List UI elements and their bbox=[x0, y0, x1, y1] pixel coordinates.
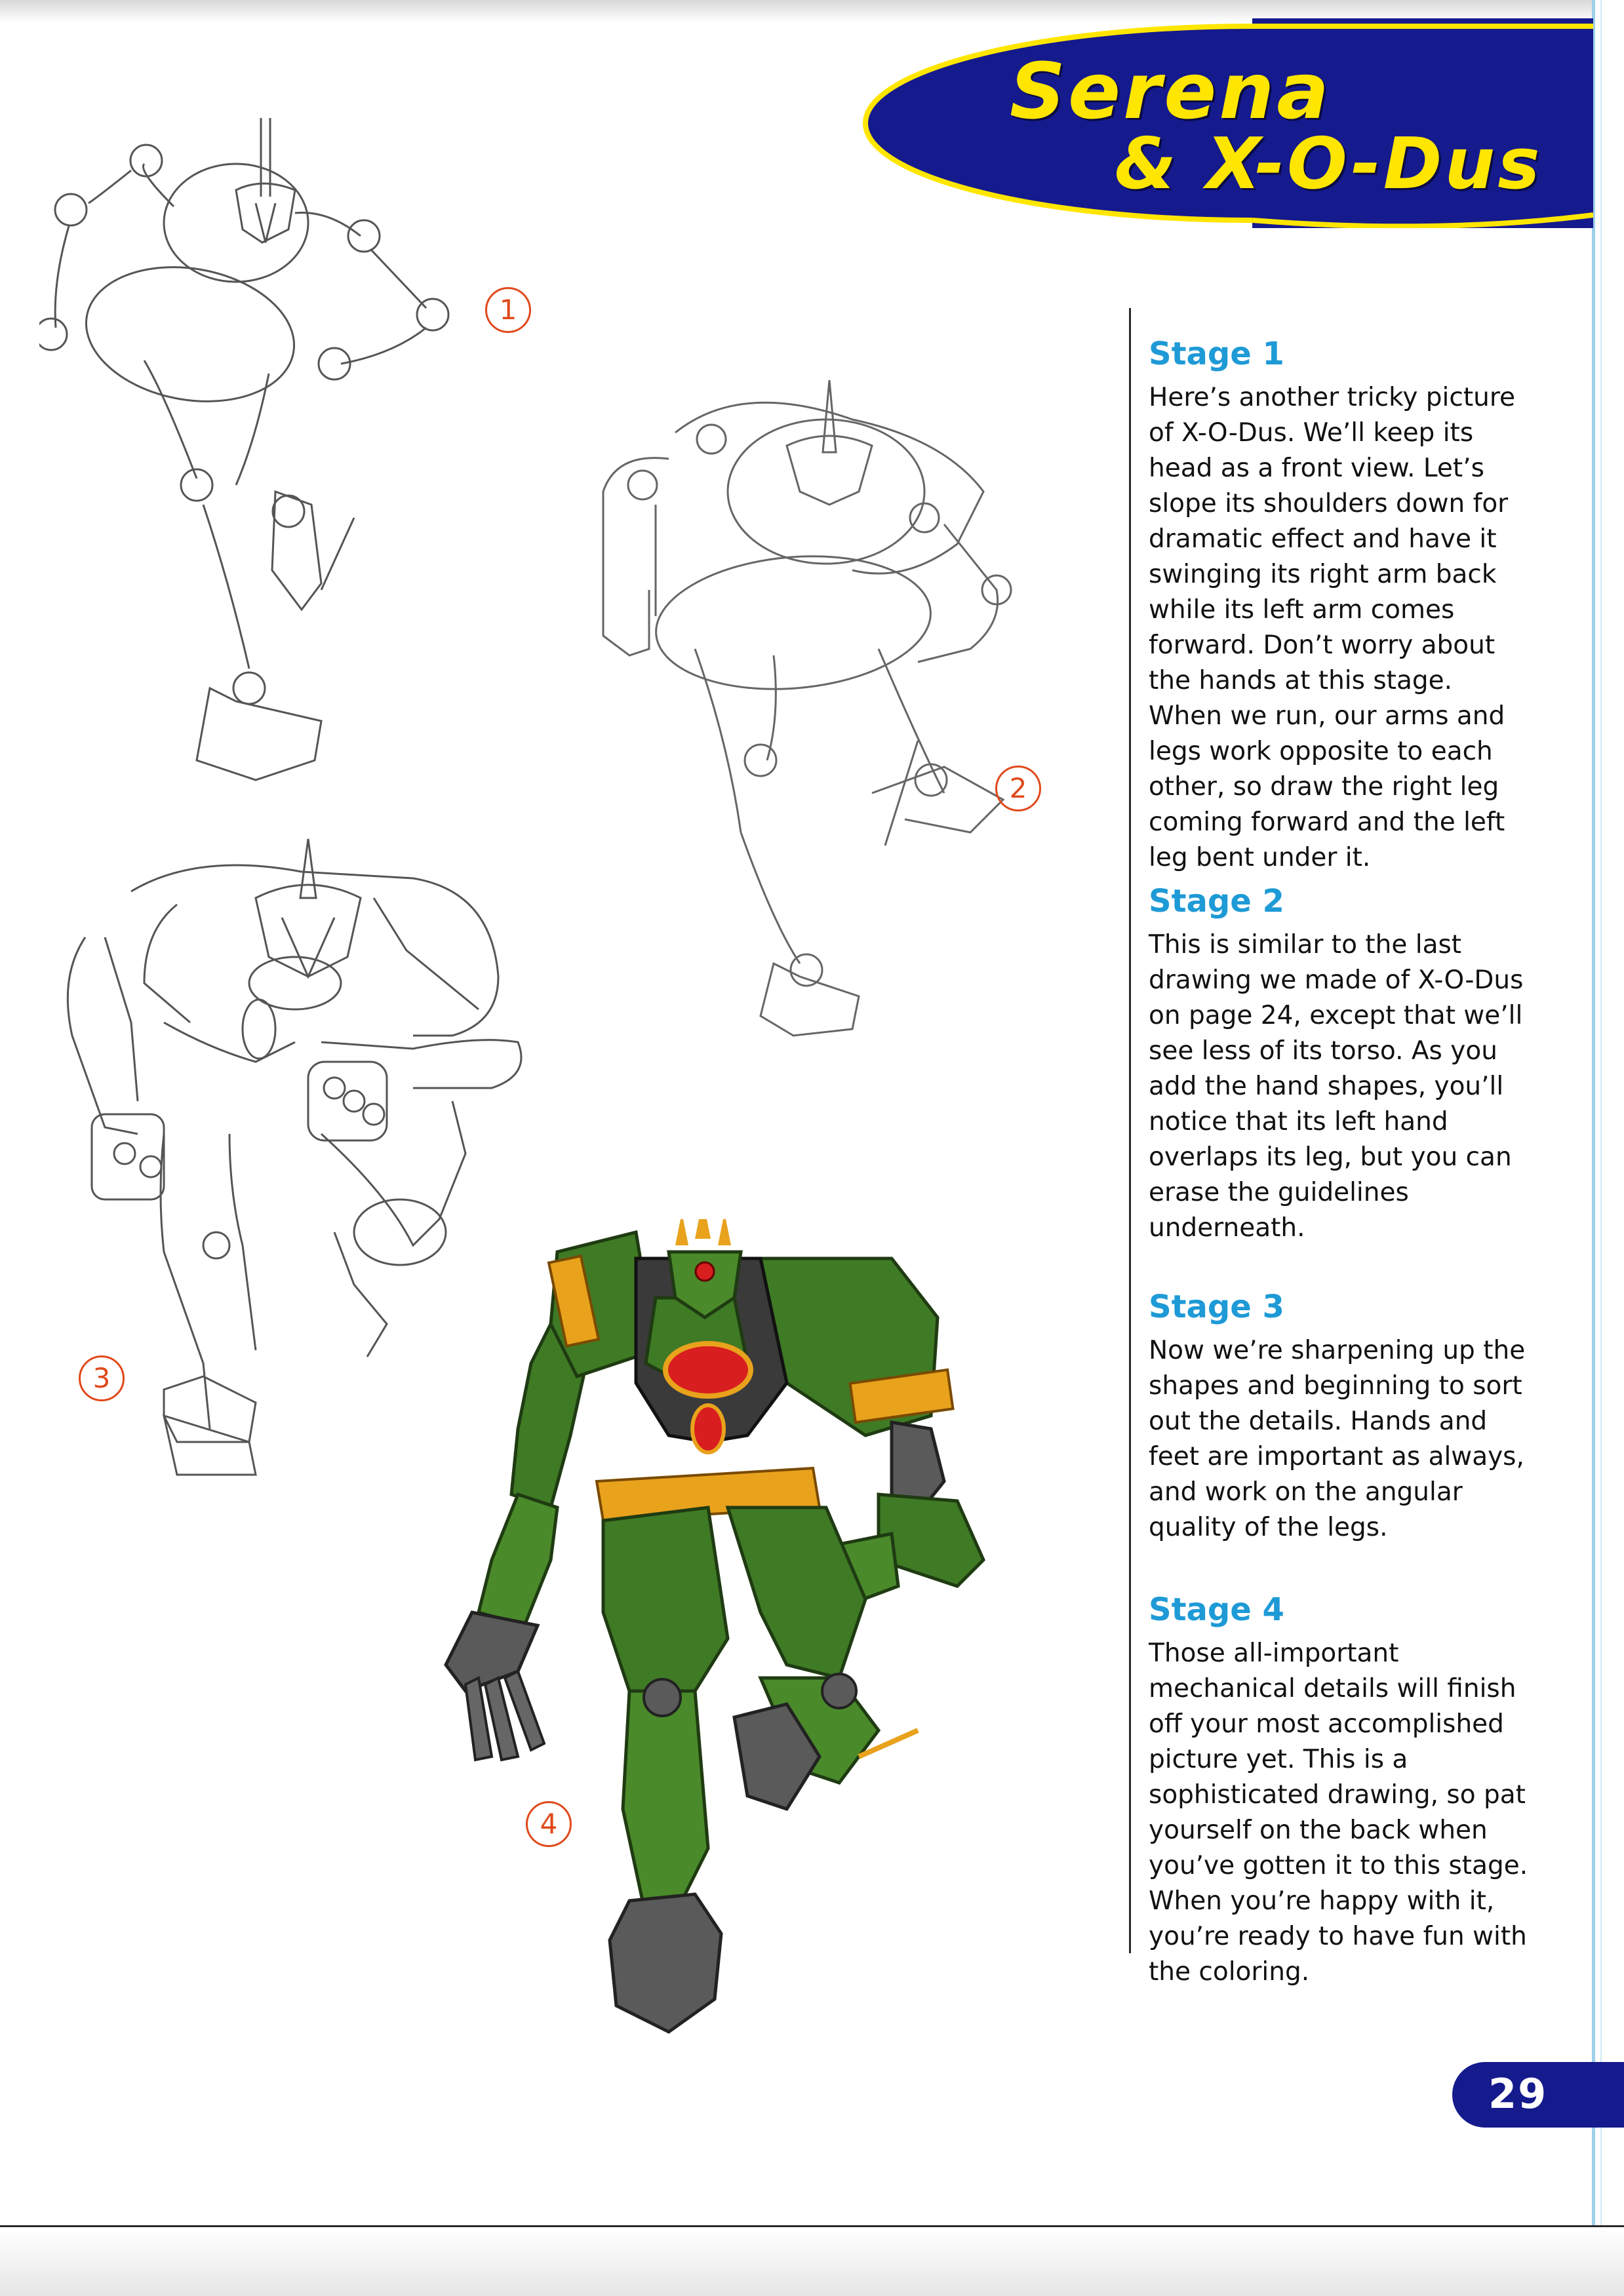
page-number: 29 bbox=[1488, 2070, 1548, 2118]
stage2-sketch bbox=[577, 374, 1075, 1042]
page-title-line2: & X-O-Dus bbox=[1115, 123, 1543, 205]
stage-2-text: This is similar to the last drawing we made of X-O-Dus on page 24, except that we’ll see less of its torso. As you add the hand shapes, you’ll notice that its left hand overlaps its leg, but you can erase the guidelines underneath. bbox=[1149, 930, 1524, 1243]
stage-2-heading: Stage 2 bbox=[1149, 883, 1284, 920]
stage-3-heading: Stage 3 bbox=[1149, 1289, 1284, 1325]
stage-3-block bbox=[1149, 1289, 1529, 1546]
page-title-line1: Serena bbox=[1010, 46, 1332, 136]
column-divider bbox=[1129, 308, 1131, 1953]
stage-4-text: Those all-important mechanical details will finish off your most accomplished picture yet. This is a sophisticated drawing, so pat yourself on the back when you’ve gotten it to this stage. When you’re happy with it, you’re ready to have fun with the coloring. bbox=[1149, 1639, 1528, 1987]
stage-1-heading: Stage 1 bbox=[1149, 336, 1284, 372]
stage-1-block bbox=[1149, 336, 1529, 876]
scan-edge-bottom bbox=[0, 2225, 1624, 2296]
stage-2-block bbox=[1149, 883, 1529, 1246]
stage-1-text: Here’s another tricky picture of X-O-Dus. We’ll keep its head as a front view. Let’s slope its shoulders down for dramatic effect and have it swinging its right arm back while its left arm comes forward. Don’t worry about the hands at this stage. When we run, our arms and legs work opposite to each other, so draw the right leg coming forward and the left leg bent under it. bbox=[1149, 383, 1516, 872]
step-number-3: 3 bbox=[79, 1355, 125, 1401]
stage-4-block bbox=[1149, 1591, 1529, 1990]
stage-3-text: Now we’re sharpening up the shapes and beginning to sort out the details. Hands and feet are important as always, and work on the angular quality of the legs. bbox=[1149, 1336, 1526, 1542]
page-edge-bar bbox=[1592, 0, 1624, 2228]
step-number-1: 1 bbox=[485, 287, 531, 333]
stage-4-heading: Stage 4 bbox=[1149, 1591, 1284, 1628]
step-number-4: 4 bbox=[526, 1801, 572, 1847]
stage4-robot-illustration bbox=[420, 1219, 1115, 2150]
step-number-2: 2 bbox=[995, 766, 1041, 811]
stage1-sketch bbox=[39, 111, 498, 806]
